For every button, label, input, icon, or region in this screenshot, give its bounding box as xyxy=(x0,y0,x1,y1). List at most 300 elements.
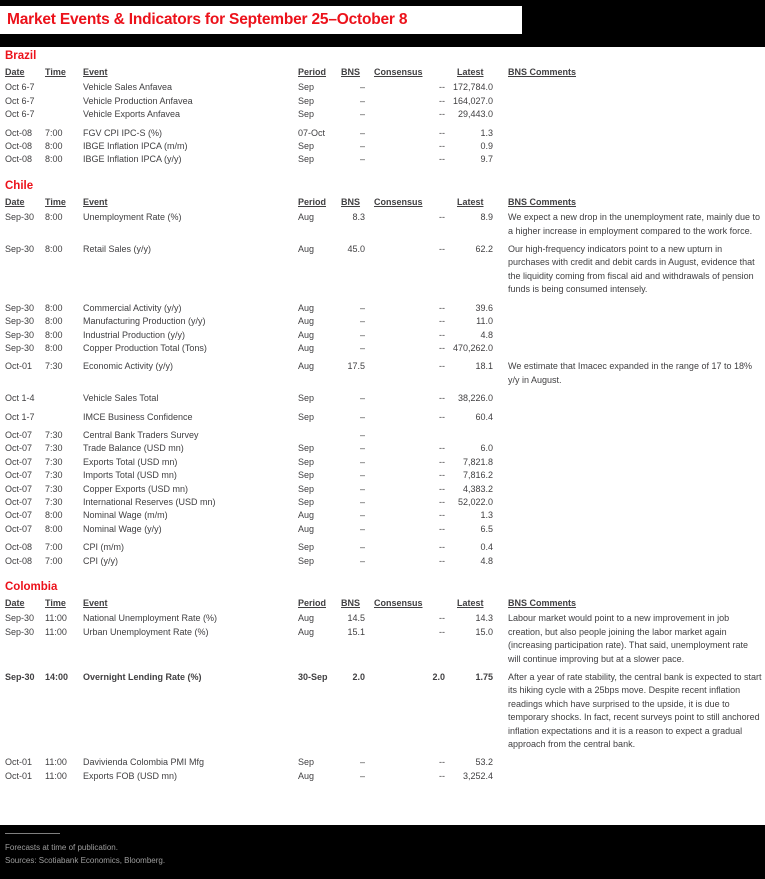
cell-latest: 164,027.0 xyxy=(452,95,493,106)
table-row xyxy=(5,140,493,153)
table-row xyxy=(5,671,493,684)
cell-event: CPI (m/m) xyxy=(83,542,124,553)
event-group xyxy=(5,671,765,751)
title-band xyxy=(0,0,765,34)
event-group xyxy=(5,392,765,405)
cell-bns: – xyxy=(359,443,365,454)
cell-date: Sep-30 xyxy=(5,672,35,683)
column-header-bns: BNS xyxy=(341,598,361,608)
column-header-latest: Latest xyxy=(457,598,484,608)
group-rows xyxy=(5,392,493,405)
column-header-time: Time xyxy=(45,67,66,77)
table-row xyxy=(5,153,493,166)
table-row xyxy=(5,469,493,482)
event-group xyxy=(5,211,765,238)
cell-consensus: -- xyxy=(439,316,445,327)
cell-bns: – xyxy=(359,154,365,165)
cell-date: Oct-07 xyxy=(5,429,33,440)
cell-consensus: -- xyxy=(439,411,445,422)
cell-period: Sep xyxy=(298,411,315,422)
cell-period: Sep xyxy=(298,141,315,152)
table-row xyxy=(5,496,493,509)
cell-period: Aug xyxy=(298,302,315,313)
cell-latest: 1.3 xyxy=(480,127,493,138)
cell-time: 11:00 xyxy=(45,626,67,637)
cell-event: Economic Activity (y/y) xyxy=(83,361,174,372)
cell-event: Copper Production Total (Tons) xyxy=(83,342,207,353)
column-header-bns-comments: BNS Comments xyxy=(508,196,577,207)
cell-event: Central Bank Traders Survey xyxy=(83,429,199,440)
cell-date: Sep-30 xyxy=(5,342,35,353)
column-header-latest: Latest xyxy=(457,67,484,77)
column-header-event: Event xyxy=(83,67,108,77)
cell-event: Overnight Lending Rate (%) xyxy=(83,672,202,683)
cell-event: Trade Balance (USD mn) xyxy=(83,443,184,454)
cell-date: Oct-01 xyxy=(5,757,33,768)
cell-date: Sep-30 xyxy=(5,244,35,255)
section-title: Chile xyxy=(5,179,34,192)
cell-event: Urban Unemployment Rate (%) xyxy=(83,626,209,637)
cell-event: FGV CPI IPC-S (%) xyxy=(83,127,163,138)
cell-bns: – xyxy=(359,342,365,353)
cell-event: National Unemployment Rate (%) xyxy=(83,613,218,624)
cell-latest: 15.0 xyxy=(475,626,493,637)
table-row xyxy=(5,95,493,108)
cell-consensus: -- xyxy=(439,329,445,340)
cell-date: Sep-30 xyxy=(5,613,35,624)
footer-rule xyxy=(5,833,60,834)
group-rows xyxy=(5,612,493,639)
report-title: Market Events & Indicators for September 25–October 8 xyxy=(7,11,408,28)
cell-bns: – xyxy=(359,429,365,440)
cell-bns: – xyxy=(359,393,365,404)
cell-consensus: -- xyxy=(439,456,445,467)
cell-consensus: -- xyxy=(439,141,445,152)
cell-time: 11:00 xyxy=(45,613,67,624)
table-row xyxy=(5,523,493,536)
cell-latest: 14.3 xyxy=(475,613,493,624)
country-section xyxy=(5,581,765,783)
cell-period: Aug xyxy=(298,523,315,534)
cell-event: Unemployment Rate (%) xyxy=(83,212,182,223)
cell-time: 8:00 xyxy=(45,329,63,340)
cell-period: Aug xyxy=(298,342,315,353)
cell-date: Oct-01 xyxy=(5,361,33,372)
column-header-consensus: Consensus xyxy=(374,67,423,77)
cell-time: 8:00 xyxy=(45,244,63,255)
table-row xyxy=(5,342,493,355)
cell-period: Sep xyxy=(298,555,315,566)
cell-time: 8:00 xyxy=(45,154,63,165)
table-row xyxy=(5,329,493,342)
cell-period: Sep xyxy=(298,542,315,553)
cell-date: Oct 6-7 xyxy=(5,82,35,93)
section-title: Brazil xyxy=(5,50,37,62)
cell-time: 7:00 xyxy=(45,555,63,566)
column-header-row xyxy=(5,196,765,209)
cell-date: Oct-07 xyxy=(5,510,33,521)
bns-comment-text: After a year of rate stability, the central bank is expected to start its hiking cycle with a 25bps move. Despite recent inflation readings which have surprised to the upside, it is due to temporary shocks. In fact, recent surveys point to still anchored inflation expectations and it is a reason to expect a gradual approach from the central bank. xyxy=(508,672,762,750)
cell-consensus: -- xyxy=(439,342,445,353)
cell-date: Oct 1-4 xyxy=(5,393,35,404)
cell-time xyxy=(45,95,83,108)
cell-period: Aug xyxy=(298,613,315,624)
column-header-bns-comments: BNS Comments xyxy=(508,598,577,608)
table-row xyxy=(5,315,493,328)
cell-date: Oct-07 xyxy=(5,443,33,454)
cell-event: Manufacturing Production (y/y) xyxy=(83,316,206,327)
cell-bns: – xyxy=(359,411,365,422)
table-row xyxy=(5,243,493,256)
table-row xyxy=(5,555,493,568)
cell-consensus: -- xyxy=(439,109,445,120)
cell-consensus: 2.0 xyxy=(432,672,445,683)
cell-date: Sep-30 xyxy=(5,302,35,313)
event-group xyxy=(5,360,765,387)
cell-consensus: -- xyxy=(439,82,445,93)
cell-consensus: -- xyxy=(439,496,445,507)
column-header-date: Date xyxy=(5,67,25,77)
cell-consensus: -- xyxy=(439,470,445,481)
cell-period: Sep xyxy=(298,443,315,454)
cell-latest: 52,022.0 xyxy=(457,496,493,507)
column-header-period: Period xyxy=(298,598,327,608)
cell-bns: – xyxy=(359,470,365,481)
group-rows xyxy=(5,211,493,224)
table-row xyxy=(5,411,493,424)
cell-period: Aug xyxy=(298,316,315,327)
cell-consensus: -- xyxy=(439,154,445,165)
cell-event: Vehicle Sales Total xyxy=(83,393,159,404)
group-rows xyxy=(5,411,493,424)
cell-event: Davivienda Colombia PMI Mfg xyxy=(83,757,205,768)
event-group xyxy=(5,612,765,666)
cell-bns: – xyxy=(359,555,365,566)
cell-consensus: -- xyxy=(439,95,445,106)
section-groups xyxy=(5,612,765,783)
column-header-event: Event xyxy=(83,598,108,608)
cell-period: 30-Sep xyxy=(298,672,328,683)
cell-event: Vehicle Sales Anfavea xyxy=(83,82,173,93)
column-header-date: Date xyxy=(5,196,25,207)
group-rows xyxy=(5,756,493,783)
column-header-period: Period xyxy=(298,196,327,207)
table-row xyxy=(5,483,493,496)
cell-time: 7:30 xyxy=(45,429,63,440)
cell-event: Commercial Activity (y/y) xyxy=(83,302,182,313)
cell-latest: 9.7 xyxy=(480,154,493,165)
cell-latest: 7,816.2 xyxy=(462,470,493,481)
cell-bns: – xyxy=(359,510,365,521)
cell-consensus xyxy=(365,429,445,442)
column-header-consensus: Consensus xyxy=(374,196,423,207)
cell-consensus: -- xyxy=(439,613,445,624)
column-header-row xyxy=(5,597,765,610)
cell-time: 11:00 xyxy=(45,770,67,781)
cell-bns: – xyxy=(359,496,365,507)
cell-period: Aug xyxy=(298,329,315,340)
cell-date: Oct 6-7 xyxy=(5,109,35,120)
cell-date: Oct-07 xyxy=(5,523,33,534)
cell-latest: 38,226.0 xyxy=(457,393,493,404)
cell-period: Sep xyxy=(298,393,315,404)
bns-comment-text: We expect a new drop in the unemployment rate, mainly due to a higher increase in employment compared to the work force. xyxy=(508,212,760,236)
event-group xyxy=(5,243,765,297)
cell-time: 8:00 xyxy=(45,212,63,223)
group-rows xyxy=(5,243,493,256)
column-header-bns: BNS xyxy=(341,196,361,207)
cell-bns: – xyxy=(359,329,365,340)
cell-consensus: -- xyxy=(439,361,445,372)
column-header-latest: Latest xyxy=(457,196,484,207)
cell-period xyxy=(298,429,341,442)
table-row xyxy=(5,756,493,769)
cell-latest: 172,784.0 xyxy=(452,82,493,93)
cell-time: 11:00 xyxy=(45,757,67,768)
column-header-period: Period xyxy=(298,67,327,77)
cell-date: Oct 6-7 xyxy=(5,95,35,106)
cell-period: Sep xyxy=(298,470,315,481)
cell-bns: – xyxy=(359,95,365,106)
title-box xyxy=(0,6,522,34)
cell-time xyxy=(45,108,83,121)
cell-time: 7:30 xyxy=(45,456,63,467)
cell-date: Sep-30 xyxy=(5,316,35,327)
report-footer xyxy=(0,825,765,879)
cell-consensus: -- xyxy=(439,483,445,494)
cell-event: Imports Total (USD mn) xyxy=(83,470,177,481)
cell-date: Oct-07 xyxy=(5,496,33,507)
event-group xyxy=(5,541,765,568)
cell-time: 7:00 xyxy=(45,127,63,138)
group-rows xyxy=(5,671,493,684)
cell-time: 8:00 xyxy=(45,510,63,521)
cell-bns: 8.3 xyxy=(352,212,365,223)
cell-latest: 62.2 xyxy=(475,244,493,255)
cell-consensus: -- xyxy=(439,523,445,534)
cell-latest: 0.4 xyxy=(480,542,493,553)
cell-latest: 29,443.0 xyxy=(457,109,493,120)
table-row xyxy=(5,456,493,469)
cell-consensus: -- xyxy=(439,510,445,521)
cell-date: Sep-30 xyxy=(5,329,35,340)
cell-latest: 7,821.8 xyxy=(462,456,493,467)
cell-latest: 470,262.0 xyxy=(452,342,493,353)
cell-latest: 8.9 xyxy=(480,212,493,223)
cell-event: IMCE Business Confidence xyxy=(83,411,193,422)
bns-comment-text: Our high-frequency indicators point to a new upturn in purchases with credit and debit cards in August, evidence that the liquidity coming from fiscal aid and withdrawals of pension funds is being consumed intensely. xyxy=(508,244,755,295)
cell-consensus: -- xyxy=(439,757,445,768)
cell-consensus: -- xyxy=(439,393,445,404)
cell-latest xyxy=(445,429,493,442)
group-rows xyxy=(5,429,493,536)
cell-time: 7:00 xyxy=(45,542,63,553)
event-group xyxy=(5,302,765,356)
header-divider-bar xyxy=(0,34,765,47)
footer-forecast-note: Forecasts at time of publication. xyxy=(5,843,118,852)
cell-consensus: -- xyxy=(439,244,445,255)
cell-bns: 14.5 xyxy=(347,613,365,624)
cell-date: Sep-30 xyxy=(5,212,35,223)
cell-bns: – xyxy=(359,316,365,327)
table-row xyxy=(5,211,493,224)
column-header-row xyxy=(5,66,765,79)
cell-event: Vehicle Exports Anfavea xyxy=(83,109,181,120)
cell-bns: – xyxy=(359,770,365,781)
cell-latest: 60.4 xyxy=(475,411,493,422)
cell-bns: 17.5 xyxy=(347,361,365,372)
cell-time: 7:30 xyxy=(45,470,63,481)
cell-period: 07-Oct xyxy=(298,127,326,138)
cell-time: 7:30 xyxy=(45,443,63,454)
country-section xyxy=(5,180,765,568)
cell-period: Sep xyxy=(298,456,315,467)
cell-date: Oct-08 xyxy=(5,542,33,553)
cell-period: Sep xyxy=(298,757,315,768)
cell-date: Sep-30 xyxy=(5,626,35,637)
cell-time: 7:30 xyxy=(45,496,63,507)
column-header-event: Event xyxy=(83,196,108,207)
table-row xyxy=(5,442,493,455)
cell-date: Oct-07 xyxy=(5,470,33,481)
cell-period: Aug xyxy=(298,510,315,521)
table-row xyxy=(5,392,493,405)
cell-event: Exports Total (USD mn) xyxy=(83,456,178,467)
table-row xyxy=(5,612,493,625)
table-row xyxy=(5,127,493,140)
cell-date: Oct-08 xyxy=(5,555,33,566)
cell-consensus: -- xyxy=(439,302,445,313)
cell-period: Aug xyxy=(298,770,315,781)
group-rows xyxy=(5,541,493,568)
cell-period: Sep xyxy=(298,496,315,507)
cell-consensus: -- xyxy=(439,443,445,454)
event-group xyxy=(5,429,765,536)
cell-bns: – xyxy=(359,127,365,138)
table-row xyxy=(5,626,493,639)
cell-latest: 1.75 xyxy=(475,672,493,683)
cell-event: Vehicle Production Anfavea xyxy=(83,95,193,106)
cell-bns: – xyxy=(359,523,365,534)
cell-latest: 18.1 xyxy=(475,361,493,372)
cell-event: Nominal Wage (m/m) xyxy=(83,510,168,521)
group-rows xyxy=(5,127,493,167)
cell-period: Aug xyxy=(298,244,315,255)
cell-latest: 6.0 xyxy=(480,443,493,454)
column-header-bns: BNS xyxy=(341,67,361,77)
cell-latest: 4.8 xyxy=(480,555,493,566)
table-row xyxy=(5,429,493,442)
cell-period: Aug xyxy=(298,212,315,223)
cell-bns: – xyxy=(359,757,365,768)
event-group xyxy=(5,756,765,783)
cell-date: Oct-08 xyxy=(5,154,33,165)
cell-bns: 15.1 xyxy=(347,626,365,637)
cell-period: Sep xyxy=(298,95,315,106)
table-row xyxy=(5,81,493,94)
cell-bns: – xyxy=(359,82,365,93)
cell-event: Copper Exports (USD mn) xyxy=(83,483,189,494)
cell-date: Oct-07 xyxy=(5,456,33,467)
cell-event: CPI (y/y) xyxy=(83,555,118,566)
cell-period: Sep xyxy=(298,154,315,165)
cell-consensus: -- xyxy=(439,127,445,138)
country-section xyxy=(5,50,765,167)
cell-event: Retail Sales (y/y) xyxy=(83,244,152,255)
section-groups xyxy=(5,81,765,166)
cell-consensus: -- xyxy=(439,626,445,637)
cell-latest: 6.5 xyxy=(480,523,493,534)
cell-consensus: -- xyxy=(439,542,445,553)
table-row xyxy=(5,541,493,554)
cell-event: Industrial Production (y/y) xyxy=(83,329,186,340)
cell-bns: – xyxy=(359,302,365,313)
cell-latest: 4,383.2 xyxy=(462,483,493,494)
cell-time xyxy=(45,392,83,405)
cell-consensus: -- xyxy=(439,212,445,223)
cell-period: Aug xyxy=(298,626,315,637)
section-title: Colombia xyxy=(5,581,58,593)
cell-latest: 39.6 xyxy=(475,302,493,313)
cell-bns: – xyxy=(359,456,365,467)
report-header xyxy=(0,0,765,47)
cell-period: Sep xyxy=(298,483,315,494)
cell-date: Oct-01 xyxy=(5,770,33,781)
cell-bns: – xyxy=(359,141,365,152)
cell-bns: – xyxy=(359,483,365,494)
cell-latest: 4.8 xyxy=(480,329,493,340)
cell-consensus: -- xyxy=(439,555,445,566)
table-row xyxy=(5,108,493,121)
cell-bns: – xyxy=(359,109,365,120)
cell-time: 14:00 xyxy=(45,672,69,683)
cell-latest: 1.3 xyxy=(480,510,493,521)
cell-time: 8:00 xyxy=(45,523,63,534)
cell-event: IBGE Inflation IPCA (y/y) xyxy=(83,154,182,165)
cell-latest: 11.0 xyxy=(476,316,493,327)
cell-bns: – xyxy=(359,542,365,553)
cell-latest: 0.9 xyxy=(480,141,493,152)
cell-date: Oct-07 xyxy=(5,483,33,494)
column-header-consensus: Consensus xyxy=(374,598,423,608)
cell-latest: 53.2 xyxy=(475,757,493,768)
cell-event: IBGE Inflation IPCA (m/m) xyxy=(83,141,188,152)
cell-date: Oct-08 xyxy=(5,127,33,138)
column-header-bns-comments: BNS Comments xyxy=(508,67,577,77)
cell-period: Sep xyxy=(298,82,315,93)
column-header-time: Time xyxy=(45,196,66,207)
group-rows xyxy=(5,360,493,373)
cell-time: 7:30 xyxy=(45,361,63,372)
cell-event: International Reserves (USD mn) xyxy=(83,496,216,507)
table-row xyxy=(5,770,493,783)
bns-comment-text: We estimate that Imacec expanded in the range of 17 to 18% y/y in August. xyxy=(508,361,752,385)
cell-time xyxy=(45,81,83,94)
cell-period: Aug xyxy=(298,361,315,372)
cell-time: 8:00 xyxy=(45,302,63,313)
event-group xyxy=(5,81,765,121)
event-group xyxy=(5,411,765,424)
report-content xyxy=(0,47,765,825)
group-rows xyxy=(5,302,493,356)
table-row xyxy=(5,509,493,522)
column-header-time: Time xyxy=(45,598,66,608)
section-groups xyxy=(5,211,765,568)
bns-comment-text: Labour market would point to a new improvement in job creation, but also people joining the labor market again (increasing participation rate). That said, unemployment rate will continue improving but at a slower pace. xyxy=(508,613,748,664)
cell-bns: 45.0 xyxy=(347,244,365,255)
cell-consensus: -- xyxy=(439,770,445,781)
cell-time: 7:30 xyxy=(45,483,63,494)
